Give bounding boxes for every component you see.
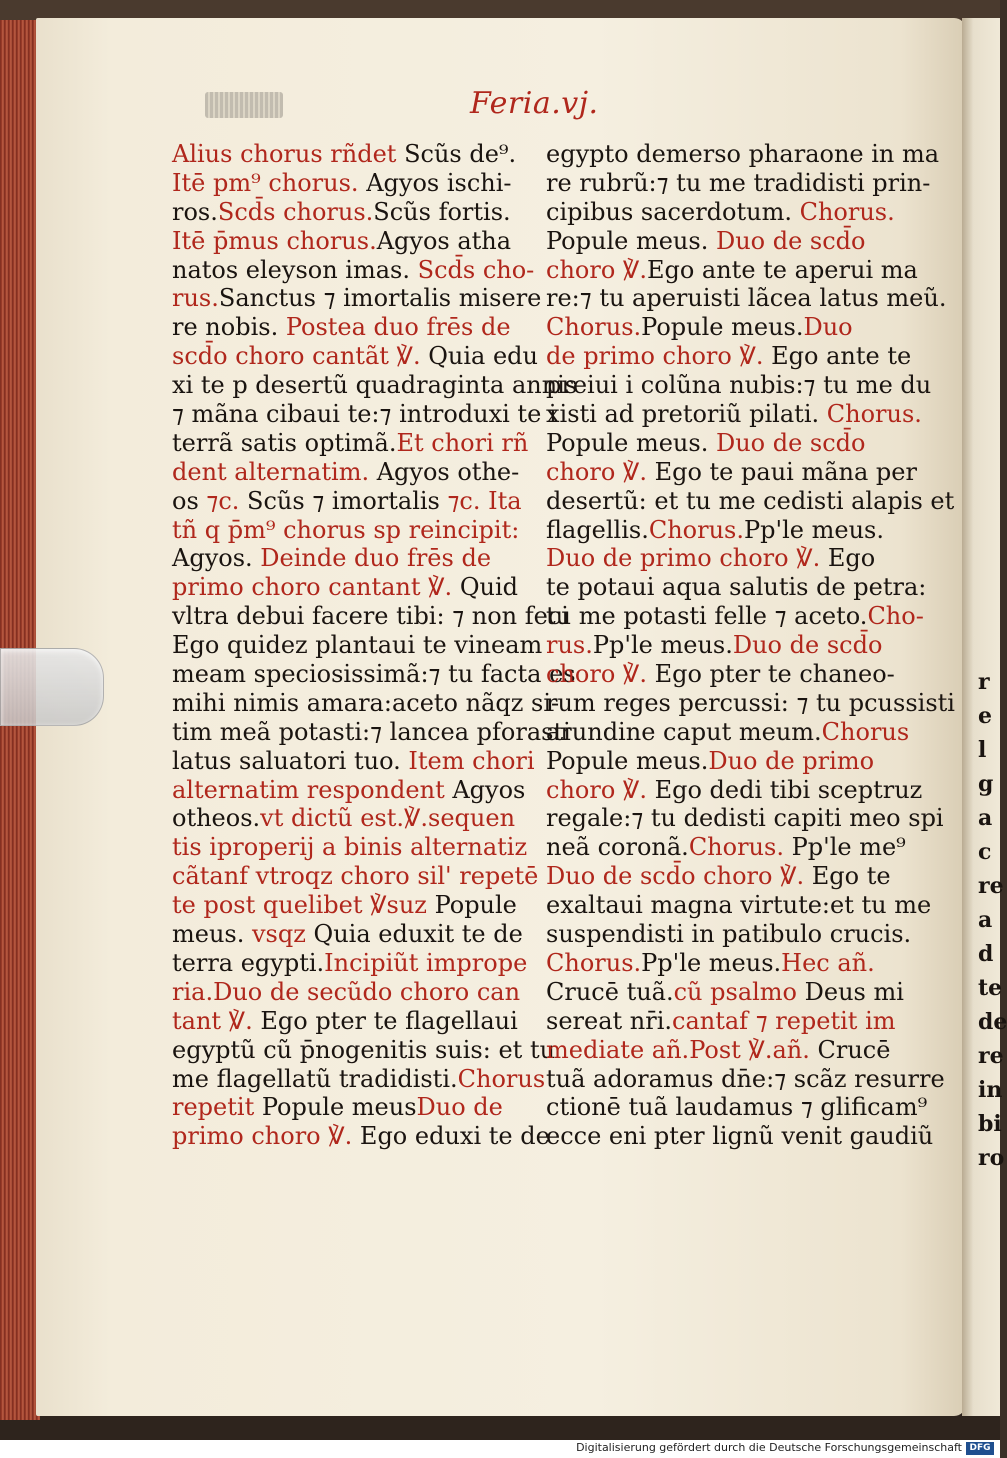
body-text: Agyos othe- xyxy=(376,457,520,486)
body-text: Quia edu xyxy=(428,342,538,371)
text-line xyxy=(546,457,917,487)
rubric-text: Post ℣.añ. xyxy=(689,1035,818,1064)
text-line xyxy=(546,688,955,718)
body-text: Ego eduxi te de xyxy=(359,1122,550,1151)
rubric-text: Duo de scd̄o xyxy=(732,631,883,660)
text-line xyxy=(172,516,527,545)
rubric-text: scd̄o choro cantãt ℣. xyxy=(172,342,429,371)
text-line xyxy=(546,140,940,169)
body-text: Popule meus. xyxy=(546,428,716,457)
facing-page-fragment: a xyxy=(978,805,993,831)
body-text: Ego quidez plantaui te vineam xyxy=(172,631,543,660)
body-text: Crucē tuã. xyxy=(546,977,674,1006)
body-text: arundine caput meum. xyxy=(546,717,822,746)
rubric-text: ⁊c. xyxy=(206,486,248,515)
text-line xyxy=(172,1093,527,1122)
rubric-text: Duo de scd̄o xyxy=(715,226,866,255)
rubric-text: Itē pm⁹ chorus. xyxy=(172,168,367,197)
body-text: me flagellatũ tradidisti. xyxy=(172,1064,458,1093)
body-text: suspendisti in patibulo crucis. xyxy=(546,920,912,949)
text-line xyxy=(172,776,527,805)
text-line xyxy=(172,429,527,458)
text-line xyxy=(546,602,924,631)
rubric-text: Chorus. xyxy=(546,313,642,342)
body-text: Ego pter te flagellaui xyxy=(260,1006,518,1035)
body-text: meam speciosissimã:⁊ tu facta es xyxy=(172,660,576,689)
footer-credit: Digitalisierung gefördert durch die Deutsche Forschungsgemeinschaft xyxy=(576,1441,962,1454)
rubric-text: choro ℣. xyxy=(546,775,655,804)
text-line xyxy=(546,1036,901,1065)
text-line xyxy=(172,140,527,169)
body-text: Ego ante te aperui ma xyxy=(646,255,918,284)
rubric-text: ⁊c. Ita xyxy=(447,486,522,515)
body-text: Deus mi xyxy=(804,977,904,1006)
rubric-text: choro ℣. xyxy=(546,255,647,284)
rubric-text: Duo de scd̄o xyxy=(715,428,866,457)
body-text: rum reges percussi: ⁊ tu pcussisti xyxy=(546,688,955,717)
text-line xyxy=(172,891,527,920)
text-line xyxy=(172,458,527,487)
text-line xyxy=(172,227,527,256)
body-text: Ego dedi tibi sceptruz xyxy=(654,775,923,804)
text-line xyxy=(172,746,535,776)
facing-page-fragment: bi xyxy=(978,1111,1002,1137)
rubric-text: Duo de primo xyxy=(708,746,875,775)
rubric-text: Hec añ. xyxy=(781,948,875,977)
rubric-text: repetit xyxy=(172,1093,262,1122)
body-text: exaltaui magna virtute:et tu me xyxy=(546,891,932,920)
text-line xyxy=(546,891,932,920)
rubric-text: Chorus. xyxy=(546,948,642,977)
rubric-text: Itē p̄mus chorus. xyxy=(172,226,377,255)
text-line xyxy=(172,1035,556,1065)
body-text: Scũs de⁹. xyxy=(404,140,517,168)
rubric-text: Postea duo frēs de xyxy=(285,313,511,342)
facing-page-fragment: a xyxy=(978,907,993,933)
facing-page-fragment: e xyxy=(978,703,992,729)
rubric-text: tñ q p̄m⁹ chorus sp reincipit: xyxy=(172,515,520,544)
text-line xyxy=(172,169,527,198)
rubric-text: cantaf ⁊ repetit im xyxy=(672,1006,896,1035)
facing-page-fragment: de xyxy=(978,1009,1007,1035)
body-text: re rubrũ:⁊ tu me tradidisti prin- xyxy=(546,168,931,197)
page-clip xyxy=(0,648,104,726)
rubric-text: Et chori rñ xyxy=(396,428,529,457)
body-text: preiui i colũna nubis:⁊ tu me du xyxy=(546,371,932,400)
text-line xyxy=(546,862,901,891)
text-line xyxy=(172,978,527,1007)
rubric-text: Chorus. xyxy=(799,197,895,226)
body-text: sereat nr̄i. xyxy=(546,1006,673,1035)
body-text: ecce eni pter lignũ venit gaudiũ xyxy=(546,1122,934,1151)
body-text: Scũs ⁊ imortalis xyxy=(247,486,448,515)
rubric-text: tis iproperij a binis alternatiz xyxy=(172,833,528,862)
text-line xyxy=(546,660,901,689)
text-line xyxy=(172,631,543,660)
text-line xyxy=(546,631,901,660)
rubric-text: Chorus. xyxy=(688,833,792,862)
rubric-text: ria.Duo de secũdo choro can xyxy=(172,977,521,1006)
rubric-text: Duo de primo choro ℣. xyxy=(546,544,828,573)
rubric-text: de primo choro ℣. xyxy=(546,342,772,371)
body-text: xisti ad pretoriũ pilati. xyxy=(546,400,827,429)
rubric-text: Incipiũt imprope xyxy=(324,948,528,977)
body-text: Pp'le meus. xyxy=(641,948,782,977)
body-text: vltra debui facere tibi: ⁊ non feci xyxy=(172,602,569,631)
body-text: Popule meus. xyxy=(641,313,804,342)
facing-page-fragment: d xyxy=(978,941,994,967)
facing-page-fragment: ro xyxy=(978,1145,1005,1171)
text-line xyxy=(546,1007,901,1036)
body-text: Pp'le me⁹ xyxy=(791,833,906,862)
body-text: regale:⁊ tu dedisti capiti meo spi xyxy=(546,804,944,833)
text-line xyxy=(172,688,560,718)
rubric-text: Duo de scd̄o choro ℣. xyxy=(546,862,812,891)
facing-page-fragment: re xyxy=(978,1043,1004,1069)
rubric-text: rus. xyxy=(546,631,593,660)
body-text: egypto demerso pharaone in ma xyxy=(546,140,940,168)
body-text: os xyxy=(172,486,207,515)
text-line xyxy=(546,1064,945,1094)
rubric-text: Chorus. xyxy=(648,515,745,544)
dfg-logo: DFG xyxy=(966,1442,994,1455)
body-text: ⁊ mãna cibaui te:⁊ introduxi te i xyxy=(172,400,557,429)
text-line xyxy=(172,920,527,949)
text-line xyxy=(546,573,927,602)
rubric-text: rus. xyxy=(172,284,219,313)
text-line xyxy=(172,487,527,516)
rubric-text: dent alternatim. xyxy=(172,457,377,486)
text-line xyxy=(546,1093,928,1122)
rubric-text: choro ℣. xyxy=(546,660,655,689)
body-text: re nobis. xyxy=(172,313,286,342)
body-text: Quid xyxy=(459,573,518,602)
body-text: tim meã potasti:⁊ lancea pforasti xyxy=(172,717,571,746)
facing-page-fragment: r xyxy=(978,669,990,695)
text-line xyxy=(546,429,901,458)
text-line xyxy=(546,775,923,805)
body-text: Ego pter te chaneo- xyxy=(654,660,895,689)
text-line xyxy=(172,371,578,400)
text-line xyxy=(546,833,906,862)
rubric-text: Deinde duo frēs de xyxy=(260,544,492,573)
body-text: Pp'le meus. xyxy=(592,631,733,660)
rubric-text: Scd̄s chorus. xyxy=(217,197,374,226)
rubric-text: cãtanf vtroqz choro sil' repetē xyxy=(172,862,539,891)
text-line xyxy=(546,284,947,313)
body-text: latus saluatori tuo. xyxy=(172,746,409,775)
text-line xyxy=(172,1007,527,1036)
running-title: Feria.vj. xyxy=(470,86,599,121)
body-text: natos eleyson imas. xyxy=(172,255,418,284)
body-text: Ego ante te xyxy=(771,342,912,371)
facing-page-fragment: re xyxy=(978,873,1004,899)
text-line xyxy=(546,371,932,400)
body-text: neã coronã. xyxy=(546,833,689,862)
body-text: Ego te xyxy=(811,862,891,891)
body-text: tu me potasti felle ⁊ aceto. xyxy=(546,602,868,631)
text-line xyxy=(172,400,557,429)
text-line xyxy=(546,804,944,833)
rubric-text: choro ℣. xyxy=(546,457,655,486)
text-line xyxy=(546,400,922,429)
body-text: Popule meus xyxy=(261,1093,417,1122)
facing-page-fragment: in xyxy=(978,1077,1003,1103)
body-text: terra egypti. xyxy=(172,948,325,977)
rubric-text: Chorus xyxy=(457,1064,546,1093)
text-line xyxy=(172,862,539,891)
body-text: xi te p desertũ quadraginta annis xyxy=(172,371,578,400)
body-text: otheos. xyxy=(172,804,261,833)
right-text-column xyxy=(546,140,955,1151)
rubric-text: mediate añ. xyxy=(546,1035,690,1064)
text-line xyxy=(546,920,912,949)
rubric-text: primo choro ℣. xyxy=(172,1122,360,1151)
rubric-text: vsqz xyxy=(252,920,314,949)
body-text: Agyos xyxy=(452,775,526,804)
text-line xyxy=(546,313,901,342)
text-line xyxy=(172,198,527,227)
text-line xyxy=(172,602,569,631)
body-text: meus. xyxy=(172,920,252,949)
body-text: Ego te paui mãna per xyxy=(654,457,917,486)
rubric-text: Scd̄s cho- xyxy=(417,255,535,284)
body-text: Crucē xyxy=(817,1035,891,1064)
body-text: Sanctus ⁊ imortalis misere xyxy=(218,284,542,313)
body-text: Pp'le meus. xyxy=(744,515,884,544)
body-text: ros. xyxy=(172,197,218,226)
body-text: flagellis. xyxy=(546,515,649,544)
facing-page-fragment: g xyxy=(978,771,994,797)
rubric-text: Chorus xyxy=(821,717,910,746)
text-line xyxy=(172,284,542,313)
footer xyxy=(0,1440,1000,1458)
rubric-text: alternatim respondent xyxy=(172,775,453,804)
text-line xyxy=(546,516,901,545)
rubric-text: Cho- xyxy=(867,602,924,631)
body-text: Scũs fortis. xyxy=(373,197,511,226)
library-stamp xyxy=(205,92,283,118)
text-line xyxy=(172,573,527,602)
text-line xyxy=(546,486,955,516)
facing-page-fragment: c xyxy=(978,839,992,865)
text-line xyxy=(546,747,901,776)
body-text: cipibus sacerdotum. xyxy=(546,197,800,226)
text-line xyxy=(172,1064,546,1094)
facing-page-fragment: te xyxy=(978,975,1003,1001)
body-text: terrã satis optimã. xyxy=(172,428,397,457)
text-line xyxy=(546,342,912,371)
body-text: ctionē tuã laudamus ⁊ glificam⁹ xyxy=(546,1093,928,1122)
text-line xyxy=(546,949,901,978)
rubric-text: vt dictũ est.℣.sequen xyxy=(260,804,516,833)
text-line xyxy=(172,804,527,833)
rubric-text: Chorus. xyxy=(826,400,922,429)
body-text: Quia eduxit te de xyxy=(313,920,523,949)
rubric-text: Item chori xyxy=(408,746,535,775)
text-line xyxy=(172,660,576,689)
text-line xyxy=(172,313,527,342)
rubric-text: te post quelibet ℣suz xyxy=(172,891,435,920)
facing-page-fragment: l xyxy=(978,737,987,763)
text-line xyxy=(172,833,527,862)
body-text: mihi nimis amara:aceto nãqz si- xyxy=(172,688,560,717)
body-text: Popule meus. xyxy=(546,226,716,255)
body-text: egyptũ cũ p̄nogenitis suis: et tu xyxy=(172,1035,556,1064)
text-line xyxy=(172,255,535,285)
rubric-text: primo choro cantant ℣. xyxy=(172,573,460,602)
rubric-text: Duo de xyxy=(416,1093,503,1122)
text-line xyxy=(546,227,901,256)
body-text: Agyos ischi- xyxy=(366,168,512,197)
rubric-text: tant ℣. xyxy=(172,1006,261,1035)
body-text: tuã adoramus dn̄e:⁊ scãz resurre xyxy=(546,1064,945,1093)
text-line xyxy=(172,949,527,978)
text-line xyxy=(546,977,904,1007)
text-line xyxy=(546,717,910,747)
text-line xyxy=(172,544,527,573)
text-line xyxy=(546,544,901,573)
text-line xyxy=(546,198,901,227)
text-line xyxy=(546,255,918,285)
body-text: te potaui aqua salutis de petra: xyxy=(546,573,927,602)
text-line xyxy=(172,342,538,371)
rubric-text: Alius chorus rñdet xyxy=(172,140,405,168)
text-line xyxy=(546,1122,934,1151)
body-text: Agyos. xyxy=(172,544,261,573)
body-text: Ego xyxy=(827,544,876,573)
body-text: Agyos atha xyxy=(376,226,512,255)
facing-page-edge xyxy=(962,18,1007,1416)
text-line xyxy=(546,168,931,198)
left-text-column xyxy=(172,140,578,1151)
body-text: Popule xyxy=(434,891,517,920)
body-text: Popule meus. xyxy=(546,746,709,775)
rubric-text: Duo xyxy=(803,313,853,342)
body-text: desertũ: et tu me cedisti alapis et xyxy=(546,486,955,515)
rubric-text: cũ psalmo xyxy=(673,977,805,1006)
body-text: re:⁊ tu aperuisti lãcea latus meũ. xyxy=(546,284,947,313)
text-line xyxy=(172,717,571,747)
text-line xyxy=(172,1122,550,1151)
